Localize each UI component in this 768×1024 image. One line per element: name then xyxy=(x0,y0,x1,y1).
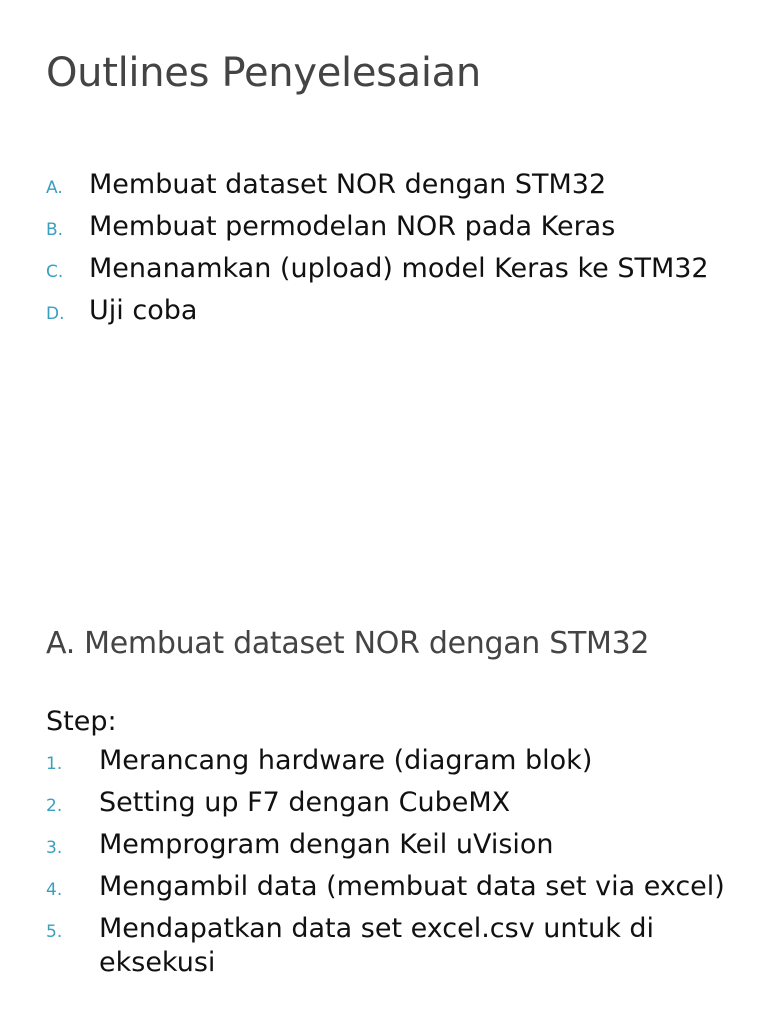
list-marker: 2. xyxy=(46,796,63,816)
steps-list xyxy=(46,744,726,985)
list-item-text: Mendapatkan data set excel.csv untuk di eksekusi xyxy=(99,913,655,978)
list-marker: B. xyxy=(46,220,64,240)
list-item xyxy=(46,786,726,823)
slide-title: Outlines Penyelesaian xyxy=(46,50,481,96)
list-item-text: Merancang hardware (diagram blok) xyxy=(99,745,593,776)
list-item xyxy=(46,168,726,205)
list-marker: D. xyxy=(46,304,65,324)
list-item xyxy=(46,912,726,980)
outline-list xyxy=(46,168,726,336)
list-marker: C. xyxy=(46,262,64,282)
slide-dataset-steps xyxy=(0,512,768,1024)
list-item-text: Menanamkan (upload) model Keras ke STM32 xyxy=(89,253,709,284)
list-marker: 3. xyxy=(46,838,63,858)
list-item xyxy=(46,828,726,865)
list-item-text: Mengambil data (membuat data set via excel) xyxy=(99,871,725,902)
list-item xyxy=(46,252,726,289)
list-item-text: Membuat permodelan NOR pada Keras xyxy=(89,211,616,242)
list-marker: 4. xyxy=(46,880,63,900)
step-label: Step: xyxy=(46,706,117,737)
list-item-text: Setting up F7 dengan CubeMX xyxy=(99,787,511,818)
list-marker: 5. xyxy=(46,922,63,942)
list-item-text: Memprogram dengan Keil uVision xyxy=(99,829,554,860)
list-marker: 1. xyxy=(46,754,63,774)
list-item xyxy=(46,744,726,781)
list-item xyxy=(46,210,726,247)
slide-title: A. Membuat dataset NOR dengan STM32 xyxy=(46,626,650,661)
list-item xyxy=(46,294,726,331)
list-item xyxy=(46,870,726,907)
list-marker: A. xyxy=(46,178,63,198)
list-item-text: Membuat dataset NOR dengan STM32 xyxy=(89,169,607,200)
list-item-text: Uji coba xyxy=(89,295,198,326)
